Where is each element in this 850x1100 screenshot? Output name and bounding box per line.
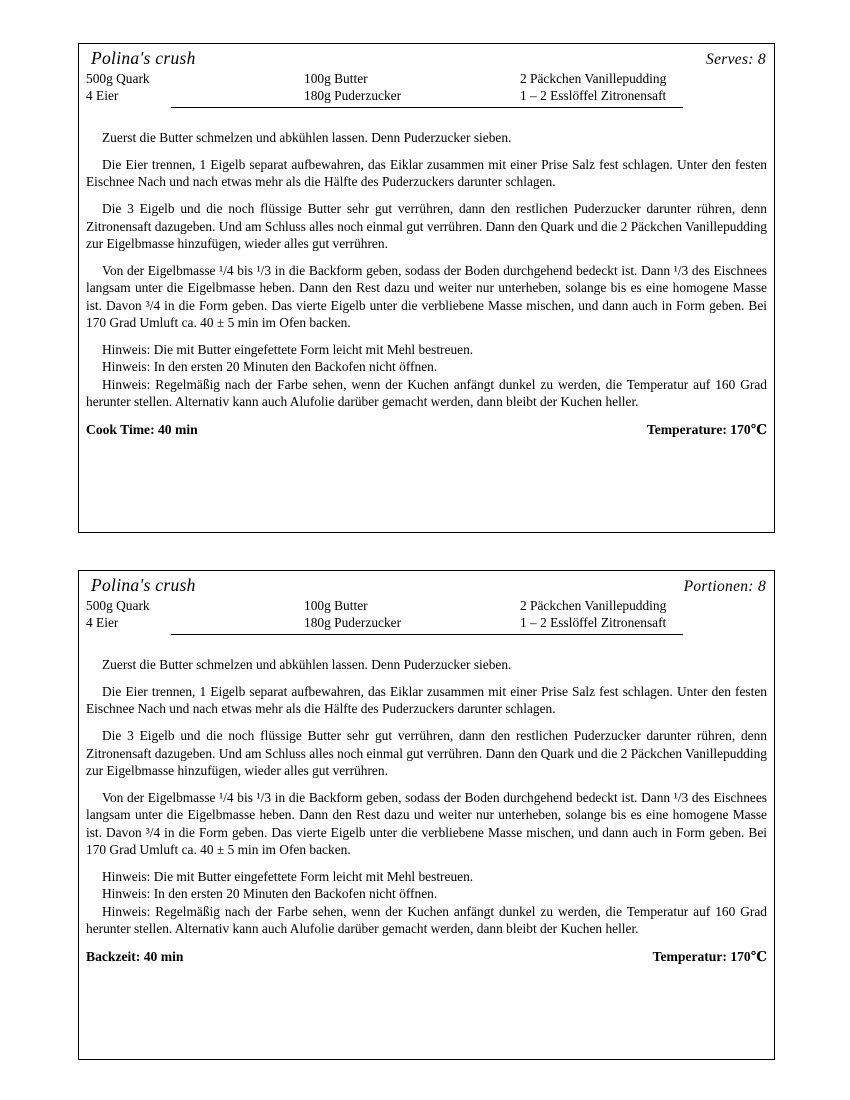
ingredients-column-1 — [86, 70, 304, 104]
instruction-paragraph: Zuerst die Butter schmelzen und abkühlen lassen. Denn Puderzucker sieben. — [102, 130, 512, 145]
hint-line: Hinweis: Die mit Butter eingefettete Form leicht mit Mehl bestreuen. — [102, 869, 474, 885]
instruction-paragraph: Von der Eigelbmasse ¹/4 bis ¹/3 in die Backform geben, sodass der Boden durchgehend bedeckt ist. Dann ¹/3 des Eischnees langsam unter die Eigelbmasse heben. Dann den Rest dazu und weiter nur unterheben, solange bis es eine homogene Masse ist. Davon ³/4 in die Form geben. Das vierte Eigelb unter die verbliebene Masse mischen, und dann auch in Form geben. Bei 170 Grad Umluft ca. 40 ± 5 min im Ofen backen. — [86, 789, 767, 858]
hint-line: Hinweis: Die mit Butter eingefettete Form leicht mit Mehl bestreuen. — [102, 342, 474, 358]
instruction-paragraph: Die 3 Eigelb und die noch flüssige Butter sehr gut verrühren, dann den restlichen Puderzucker darunter rühren, denn Zitronensaft dazugeben. Und am Schluss alles noch einmal gut verrühren. Dann den Quark und die 2 Päckchen Vanillepudding zur Eigelbmasse hinzufügen, wieder alles gut verrühren. — [86, 201, 767, 252]
ingredient: 4 Eier — [86, 615, 119, 630]
ingredient: 500g Quark — [86, 71, 150, 86]
recipe-title: Polina's crush — [91, 48, 196, 68]
ingredient: 1 – 2 Esslöffel Zitronensaft — [520, 615, 667, 630]
ingredient: 4 Eier — [86, 88, 119, 103]
instruction-paragraph: Die 3 Eigelb und die noch flüssige Butter sehr gut verrühren, dann den restlichen Puderzucker darunter rühren, denn Zitronensaft dazugeben. Und am Schluss alles noch einmal gut verrühren. Dann den Quark und die 2 Päckchen Vanillepudding zur Eigelbmasse hinzufügen, wieder alles gut verrühren. — [86, 728, 767, 779]
ingredient: 100g Butter — [304, 71, 368, 86]
cook-time-label: Backzeit: 40 min — [86, 948, 184, 964]
instruction-paragraph: Zuerst die Butter schmelzen und abkühlen lassen. Denn Puderzucker sieben. — [102, 657, 512, 672]
ingredient: 2 Päckchen Vanillepudding — [520, 71, 667, 86]
recipe-card-english — [78, 43, 775, 533]
servings-label: Portionen: 8 — [683, 578, 766, 595]
divider-rule — [171, 107, 683, 108]
recipe-title: Polina's crush — [91, 575, 196, 595]
recipe-header — [84, 46, 769, 69]
hint-line: Hinweis: Regelmäßig nach der Farbe sehen, wenn der Kuchen anfängt dunkel zu werden, die Temperatur auf 160 Grad herunter stellen. Alternativ kann auch Alufolie darüber gemacht werden, dann bleibt der Kuchen heller. — [86, 903, 767, 937]
hint-line: Hinweis: In den ersten 20 Minuten den Backofen nicht öffnen. — [102, 359, 438, 375]
instruction-paragraph: Die Eier trennen, 1 Eigelb separat aufbewahren, das Eiklar zusammen mit einer Prise Salz fest schlagen. Unter den festen Eischnee Nach und nach etwas mehr als die Hälfte des Puderzuckers darunter schlagen. — [86, 156, 767, 190]
ingredient: 180g Puderzucker — [304, 88, 402, 103]
hint-line: Hinweis: In den ersten 20 Minuten den Backofen nicht öffnen. — [102, 886, 438, 902]
hints-block — [84, 341, 769, 411]
hints-block — [84, 868, 769, 938]
recipe-footer — [84, 949, 769, 965]
ingredient: 2 Päckchen Vanillepudding — [520, 598, 667, 613]
ingredients-column-2 — [304, 597, 520, 631]
recipe-footer — [84, 422, 769, 438]
ingredient: 100g Butter — [304, 598, 368, 613]
ingredient: 500g Quark — [86, 598, 150, 613]
recipe-card-german — [78, 570, 775, 1060]
divider-rule — [171, 634, 683, 635]
ingredient: 180g Puderzucker — [304, 615, 402, 630]
ingredient: 1 – 2 Esslöffel Zitronensaft — [520, 88, 667, 103]
ingredients-grid — [84, 597, 769, 631]
temperature-label: Temperature: 170℃ — [646, 421, 767, 437]
recipe-header — [84, 573, 769, 596]
cook-time-label: Cook Time: 40 min — [86, 421, 198, 437]
ingredients-column-1 — [86, 597, 304, 631]
temperature-label: Temperatur: 170℃ — [652, 948, 767, 964]
ingredients-grid — [84, 70, 769, 104]
hint-line: Hinweis: Regelmäßig nach der Farbe sehen, wenn der Kuchen anfängt dunkel zu werden, die Temperatur auf 160 Grad herunter stellen. Alternativ kann auch Alufolie darüber gemacht werden, dann bleibt der Kuchen heller. — [86, 376, 767, 410]
ingredients-column-3 — [520, 70, 769, 104]
instructions — [84, 656, 769, 859]
instructions — [84, 129, 769, 332]
instruction-paragraph: Die Eier trennen, 1 Eigelb separat aufbewahren, das Eiklar zusammen mit einer Prise Salz fest schlagen. Unter den festen Eischnee Nach und nach etwas mehr als die Hälfte des Puderzuckers darunter schlagen. — [86, 683, 767, 717]
instruction-paragraph: Von der Eigelbmasse ¹/4 bis ¹/3 in die Backform geben, sodass der Boden durchgehend bedeckt ist. Dann ¹/3 des Eischnees langsam unter die Eigelbmasse heben. Dann den Rest dazu und weiter nur unterheben, solange bis es eine homogene Masse ist. Davon ³/4 in die Form geben. Das vierte Eigelb unter die verbliebene Masse mischen, und dann auch in Form geben. Bei 170 Grad Umluft ca. 40 ± 5 min im Ofen backen. — [86, 262, 767, 331]
ingredients-column-3 — [520, 597, 769, 631]
servings-label: Serves: 8 — [706, 51, 766, 68]
ingredients-column-2 — [304, 70, 520, 104]
